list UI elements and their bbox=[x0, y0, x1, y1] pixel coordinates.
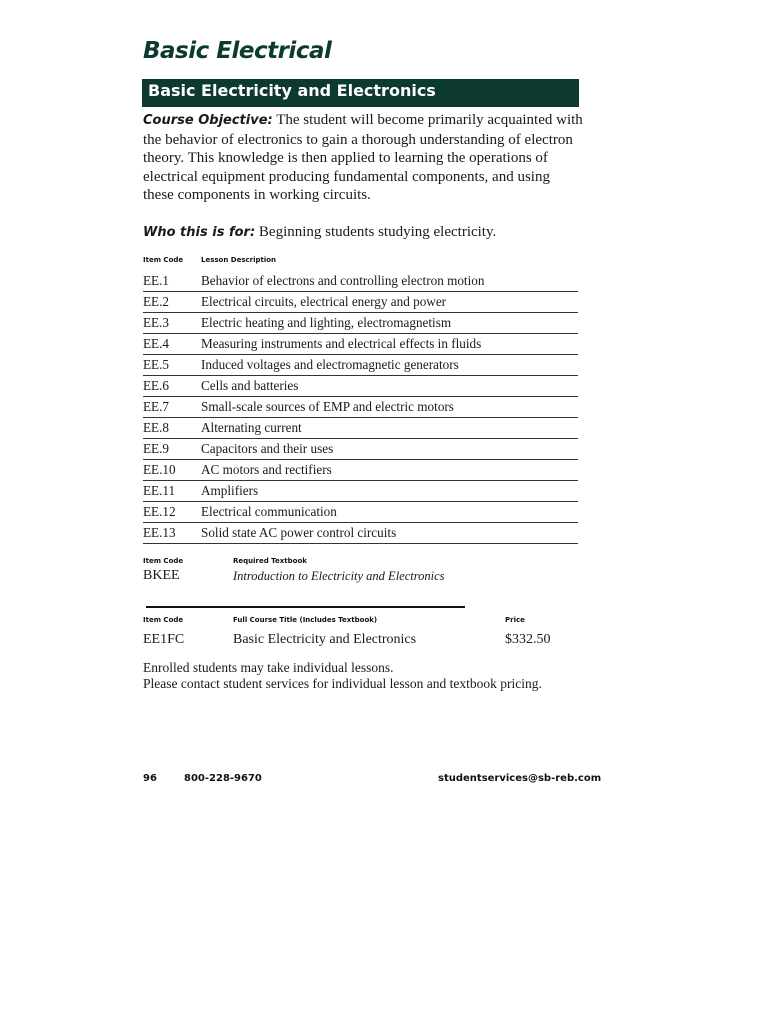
lesson-code: EE.9 bbox=[143, 441, 170, 456]
table-row bbox=[143, 523, 578, 544]
lesson-code: EE.10 bbox=[143, 462, 176, 477]
page-number: 96 bbox=[143, 773, 157, 784]
lesson-description: Capacitors and their uses bbox=[201, 441, 334, 456]
lessons-table bbox=[143, 271, 578, 544]
lesson-description: Electric heating and lighting, electromagnetism bbox=[201, 315, 452, 330]
lesson-description: Alternating current bbox=[201, 420, 302, 435]
audience-text: Beginning students studying electricity. bbox=[255, 224, 497, 240]
table-row bbox=[143, 292, 578, 313]
course-title: Basic Electricity and Electronics bbox=[148, 81, 436, 100]
lesson-description: Measuring instruments and electrical effects in fluids bbox=[201, 336, 482, 351]
table-row bbox=[143, 439, 578, 460]
lesson-description: Small-scale sources of EMP and electric motors bbox=[201, 399, 454, 414]
course-objective bbox=[143, 111, 583, 205]
lesson-code: EE.13 bbox=[143, 525, 176, 540]
lessons-description-header: Lesson Description bbox=[201, 256, 277, 264]
table-row bbox=[143, 397, 578, 418]
lesson-code: EE.1 bbox=[143, 273, 170, 288]
table-row bbox=[143, 334, 578, 355]
lesson-description: AC motors and rectifiers bbox=[201, 462, 332, 477]
lesson-code: EE.11 bbox=[143, 483, 176, 498]
lesson-description: Electrical circuits, electrical energy and power bbox=[201, 294, 447, 309]
objective-text: The student will become primarily acquainted with the behavior of electronics to gain a thorough understanding of electron theory. This knowledge is then applied to learning the operations of electrical equipment producing fundamental components, and using these components in working circuits. bbox=[143, 112, 583, 204]
lesson-description: Behavior of electrons and controlling electron motion bbox=[201, 273, 485, 288]
pricing-contact-note: Please contact student services for individual lesson and textbook pricing. bbox=[143, 676, 542, 691]
table-row bbox=[143, 460, 578, 481]
full-course-title: Basic Electricity and Electronics bbox=[233, 632, 417, 647]
lesson-description: Amplifiers bbox=[201, 483, 259, 498]
email-link[interactable]: studentservices@sb-reb.com bbox=[438, 773, 602, 784]
table-row bbox=[143, 313, 578, 334]
lessons-code-header: Item Code bbox=[143, 256, 184, 264]
lesson-description: Cells and batteries bbox=[201, 378, 299, 393]
section-divider bbox=[146, 606, 465, 608]
lesson-code: EE.3 bbox=[143, 315, 170, 330]
lesson-description: Solid state AC power control circuits bbox=[201, 525, 397, 540]
lesson-code: EE.2 bbox=[143, 294, 170, 309]
audience bbox=[143, 223, 583, 243]
lesson-code: EE.4 bbox=[143, 336, 170, 351]
textbook-code-header: Item Code bbox=[143, 557, 184, 565]
textbook-title: Introduction to Electricity and Electronics bbox=[233, 569, 445, 583]
lesson-code: EE.7 bbox=[143, 399, 170, 414]
table-row bbox=[143, 271, 578, 292]
table-row bbox=[143, 502, 578, 523]
textbook-title-header: Required Textbook bbox=[233, 557, 307, 565]
lesson-description: Induced voltages and electromagnetic generators bbox=[201, 357, 459, 372]
objective-label: Course Objective: bbox=[143, 113, 273, 128]
full-course-code: EE1FC bbox=[143, 632, 185, 647]
lesson-code: EE.8 bbox=[143, 420, 170, 435]
section-title: Basic Electrical bbox=[143, 38, 332, 64]
textbook-code: BKEE bbox=[143, 568, 180, 583]
lesson-code: EE.12 bbox=[143, 504, 176, 519]
full-course-code-header: Item Code bbox=[143, 616, 184, 624]
price-header: Price bbox=[505, 616, 525, 624]
lesson-code: EE.6 bbox=[143, 378, 170, 393]
lesson-description: Electrical communication bbox=[201, 504, 337, 519]
table-row bbox=[143, 376, 578, 397]
lesson-code: EE.5 bbox=[143, 357, 170, 372]
table-row bbox=[143, 418, 578, 439]
table-row bbox=[143, 355, 578, 376]
full-course-title-header: Full Course Title (Includes Textbook) bbox=[233, 616, 378, 624]
full-course-price: $332.50 bbox=[505, 632, 551, 647]
enrollment-note: Enrolled students may take individual lessons. bbox=[143, 660, 394, 675]
audience-label: Who this is for: bbox=[143, 225, 256, 240]
phone-number[interactable]: 800-228-9670 bbox=[184, 773, 262, 784]
table-row bbox=[143, 481, 578, 502]
